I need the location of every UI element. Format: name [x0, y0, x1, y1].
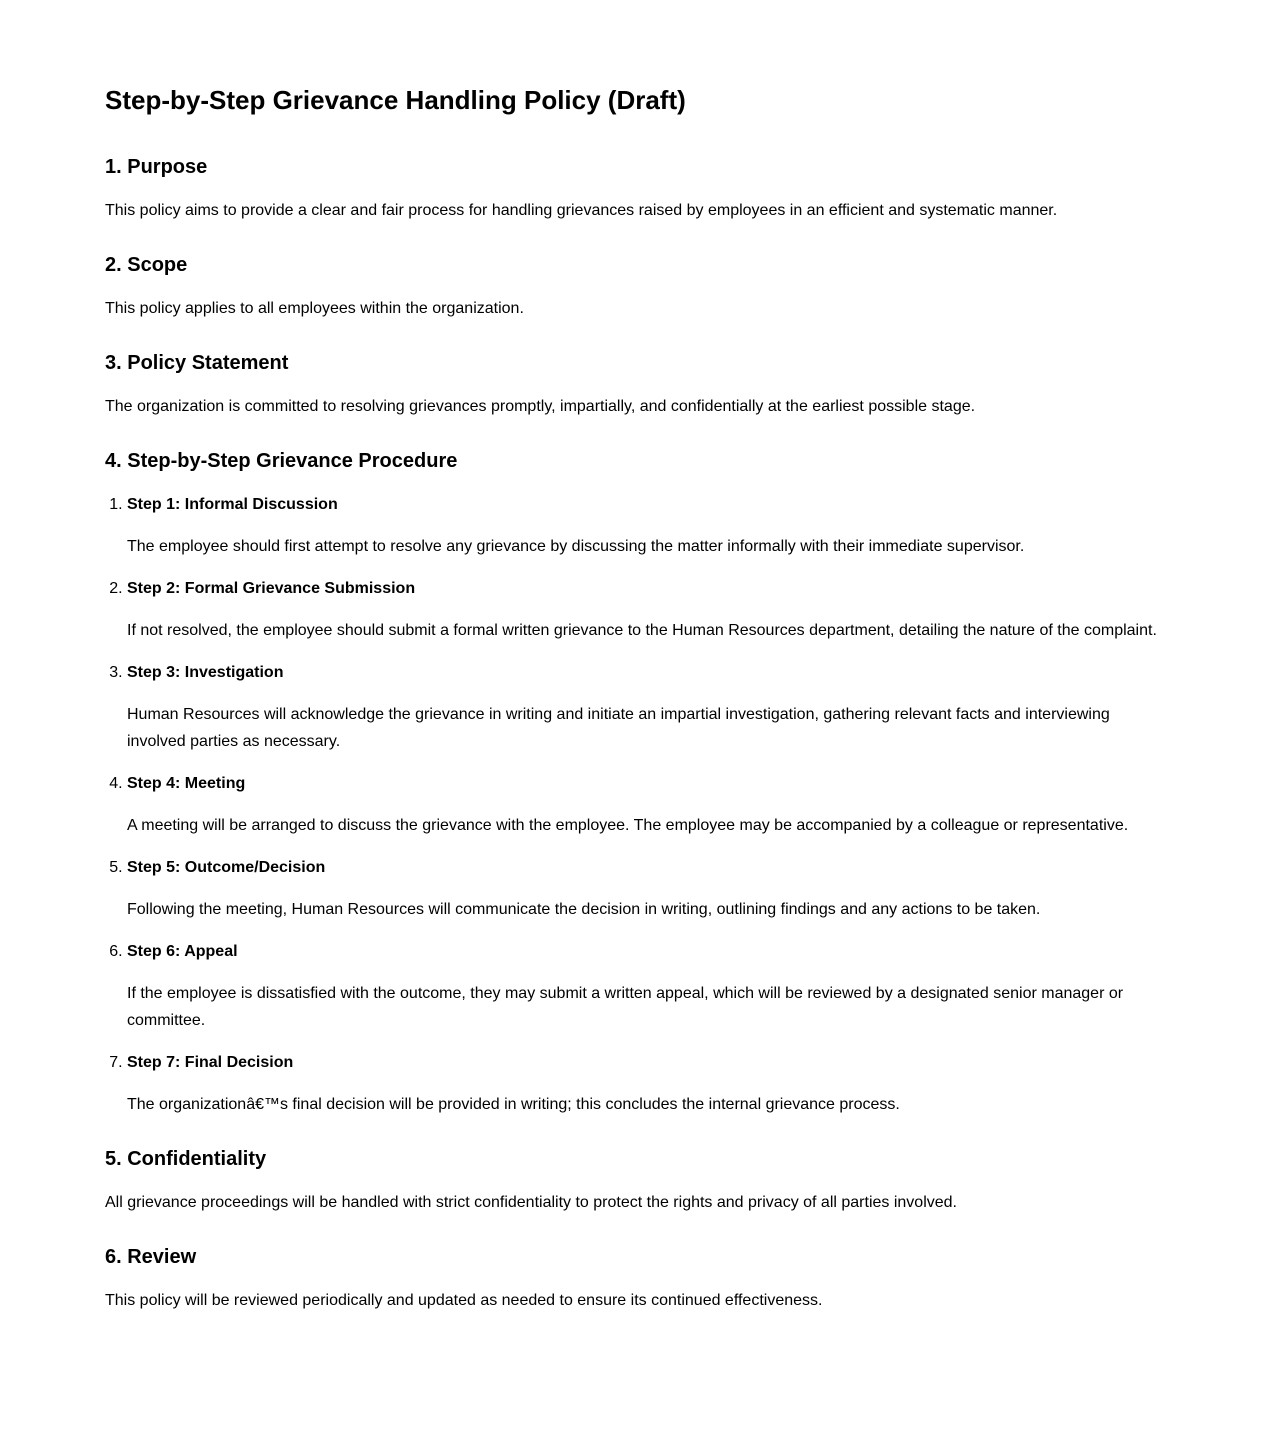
step-item-4	[127, 770, 1160, 839]
section-heading-purpose: 1. Purpose	[105, 156, 208, 178]
step-title-2: Step 2: Formal Grievance Submission	[127, 580, 416, 597]
step-description-2: If not resolved, the employee should submit a formal written grievance to the Human Resources department, detailing the nature of the complaint.	[127, 622, 1157, 639]
step-title-7: Step 7: Final Decision	[127, 1054, 294, 1071]
step-item-6	[127, 938, 1160, 1034]
step-item-5	[127, 854, 1160, 923]
step-item-2	[127, 575, 1160, 644]
step-list	[105, 491, 1160, 1118]
step-description-7: The organizationâ€™s final decision will be provided in writing; this concludes the internal grievance process.	[127, 1096, 900, 1113]
policy-statement-text: The organization is committed to resolving grievances promptly, impartially, and confidentially at the earliest possible stage.	[105, 398, 976, 415]
step-item-7	[127, 1049, 1160, 1118]
section-heading-policy-statement: 3. Policy Statement	[105, 352, 289, 374]
document-title: Step-by-Step Grievance Handling Policy (Draft)	[105, 85, 686, 115]
step-title-3: Step 3: Investigation	[127, 664, 284, 681]
step-item-3	[127, 659, 1160, 755]
step-description-6: If the employee is dissatisfied with the outcome, they may submit a written appeal, which will be reviewed by a designated senior manager or committee.	[127, 985, 1124, 1029]
confidentiality-text: All grievance proceedings will be handled with strict confidentiality to protect the rights and privacy of all parties involved.	[105, 1194, 957, 1211]
review-text: This policy will be reviewed periodically and updated as needed to ensure its continued effectiveness.	[105, 1292, 823, 1309]
section-heading-scope: 2. Scope	[105, 254, 188, 276]
step-description-5: Following the meeting, Human Resources will communicate the decision in writing, outlining findings and any actions to be taken.	[127, 901, 1041, 918]
step-title-1: Step 1: Informal Discussion	[127, 496, 338, 513]
step-description-1: The employee should first attempt to resolve any grievance by discussing the matter informally with their immediate supervisor.	[127, 538, 1025, 555]
purpose-text: This policy aims to provide a clear and fair process for handling grievances raised by employees in an efficient and systematic manner.	[105, 202, 1058, 219]
section-heading-review: 6. Review	[105, 1246, 197, 1268]
step-title-5: Step 5: Outcome/Decision	[127, 859, 326, 876]
section-heading-confidentiality: 5. Confidentiality	[105, 1148, 267, 1170]
section-heading-procedure: 4. Step-by-Step Grievance Procedure	[105, 450, 458, 472]
scope-text: This policy applies to all employees within the organization.	[105, 300, 524, 317]
step-description-3: Human Resources will acknowledge the grievance in writing and initiate an impartial investigation, gathering relevant facts and interviewing involved parties as necessary.	[127, 706, 1110, 750]
step-item-1	[127, 491, 1160, 560]
step-title-6: Step 6: Appeal	[127, 943, 238, 960]
step-description-4: A meeting will be arranged to discuss the grievance with the employee. The employee may be accompanied by a colleague or representative.	[127, 817, 1129, 834]
step-title-4: Step 4: Meeting	[127, 775, 246, 792]
